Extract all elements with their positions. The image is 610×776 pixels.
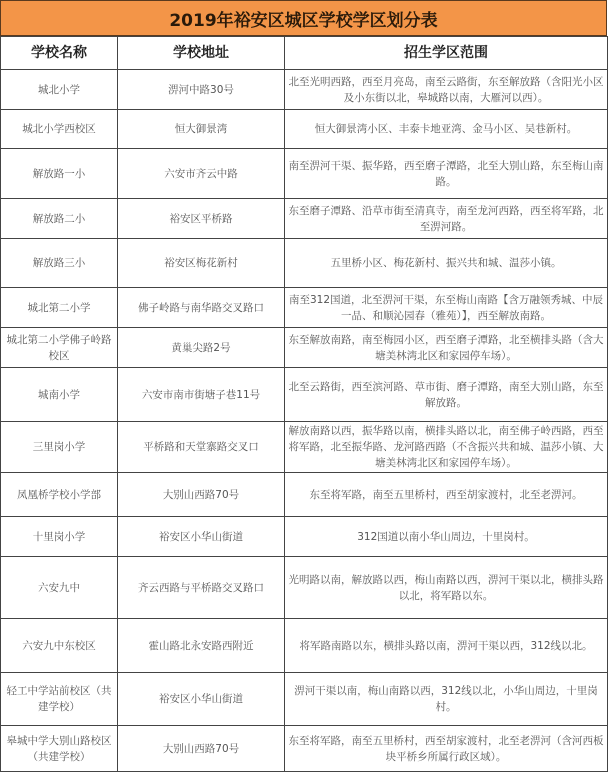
table-row	[1, 70, 608, 110]
school-address-cell: 六安市南市街塘子巷11号	[118, 368, 285, 422]
enrollment-range-cell: 南至312国道，北至淠河干渠，东至梅山南路【含万融领秀城、中辰一品、和顺沁园春（雅苑）】，西至解放南路。	[285, 288, 608, 328]
table-row	[1, 149, 608, 199]
school-address-cell: 大别山西路70号	[118, 473, 285, 517]
district-table	[0, 36, 608, 772]
school-address-cell: 裕安区平桥路	[118, 199, 285, 239]
school-name-cell: 城南小学	[1, 368, 118, 422]
enrollment-range-cell: 解放南路以西，振华路以南，横排头路以北，南至佛子岭西路，西至将军路，北至振华路、龙河路西路（不含振兴共和城、温莎小镇、大塘美林湾北区和家园停车场）。	[285, 422, 608, 473]
school-address-cell: 平桥路和天堂寨路交叉口	[118, 422, 285, 473]
table-row	[1, 517, 608, 557]
school-address-cell: 裕安区小华山街道	[118, 517, 285, 557]
school-name-cell: 城北第二小学	[1, 288, 118, 328]
school-address-cell: 大别山西路70号	[118, 726, 285, 772]
enrollment-range-cell: 南至淠河干渠、振华路，西至磨子潭路，北至大别山路，东至梅山南路。	[285, 149, 608, 199]
enrollment-range-cell: 淠河干渠以南，梅山南路以西，312线以北，小华山周边，十里岗村。	[285, 673, 608, 726]
school-address-cell: 淠河中路30号	[118, 70, 285, 110]
table-row	[1, 288, 608, 328]
enrollment-range-cell: 北至光明西路，西至月亮岛，南至云路街，东至解放路（含阳光小区及小东街以北，皋城路以南，大雁河以西）。	[285, 70, 608, 110]
school-address-cell: 佛子岭路与南华路交叉路口	[118, 288, 285, 328]
table-row	[1, 673, 608, 726]
school-name-cell: 解放路三小	[1, 239, 118, 288]
school-name-cell: 轻工中学站前校区（共建学校）	[1, 673, 118, 726]
enrollment-range-cell: 将军路南路以东，横排头路以南，淠河干渠以西，312线以北。	[285, 619, 608, 673]
school-address-cell: 裕安区小华山街道	[118, 673, 285, 726]
header-school-name: 学校名称	[1, 37, 118, 70]
table-row	[1, 422, 608, 473]
enrollment-range-cell: 五里桥小区、梅花新村、振兴共和城、温莎小镇。	[285, 239, 608, 288]
school-address-cell: 霍山路北永安路西附近	[118, 619, 285, 673]
enrollment-range-cell: 东至将军路，南至五里桥村，西至胡家渡村，北至老淠河（含河西板块平桥乡所属行政区域）。	[285, 726, 608, 772]
school-name-cell: 十里岗小学	[1, 517, 118, 557]
enrollment-range-cell: 东至将军路，南至五里桥村，西至胡家渡村，北至老淠河。	[285, 473, 608, 517]
table-row	[1, 726, 608, 772]
header-school-address: 学校地址	[118, 37, 285, 70]
school-name-cell: 城北第二小学佛子岭路校区	[1, 328, 118, 368]
school-name-cell: 解放路二小	[1, 199, 118, 239]
table-row	[1, 473, 608, 517]
school-name-cell: 凤凰桥学校小学部	[1, 473, 118, 517]
enrollment-range-cell: 东至解放南路，南至梅园小区，西至磨子潭路，北至横排头路（含大塘美林湾北区和家园停车场）。	[285, 328, 608, 368]
school-address-cell: 恒大御景湾	[118, 110, 285, 149]
school-address-cell: 齐云西路与平桥路交叉路口	[118, 557, 285, 619]
table-title: 2019年裕安区城区学校学区划分表	[0, 0, 607, 36]
header-enrollment-range: 招生学区范围	[285, 37, 608, 70]
table-row	[1, 110, 608, 149]
school-address-cell: 六安市齐云中路	[118, 149, 285, 199]
header-row	[1, 37, 608, 70]
school-name-cell: 城北小学西校区	[1, 110, 118, 149]
school-name-cell: 皋城中学大别山路校区（共建学校）	[1, 726, 118, 772]
enrollment-range-cell: 北至云路街，西至滨河路、草市街、磨子潭路，南至大别山路，东至解放路。	[285, 368, 608, 422]
enrollment-range-cell: 312国道以南小华山周边，十里岗村。	[285, 517, 608, 557]
table-row	[1, 199, 608, 239]
school-address-cell: 裕安区梅花新村	[118, 239, 285, 288]
enrollment-range-cell: 东至磨子潭路、沿草市街至清真寺，南至龙河西路，西至将军路，北至淠河路。	[285, 199, 608, 239]
school-address-cell: 黄巢尖路2号	[118, 328, 285, 368]
enrollment-range-cell: 恒大御景湾小区、丰泰卡地亚湾、金马小区、吴巷新村。	[285, 110, 608, 149]
enrollment-range-cell: 光明路以南，解放路以西，梅山南路以西，淠河干渠以北，横排头路以北，将军路以东。	[285, 557, 608, 619]
school-name-cell: 解放路一小	[1, 149, 118, 199]
school-name-cell: 六安九中	[1, 557, 118, 619]
table-row	[1, 328, 608, 368]
table-row	[1, 239, 608, 288]
school-name-cell: 三里岗小学	[1, 422, 118, 473]
table-row	[1, 557, 608, 619]
school-name-cell: 六安九中东校区	[1, 619, 118, 673]
school-name-cell: 城北小学	[1, 70, 118, 110]
table-row	[1, 619, 608, 673]
table-row	[1, 368, 608, 422]
